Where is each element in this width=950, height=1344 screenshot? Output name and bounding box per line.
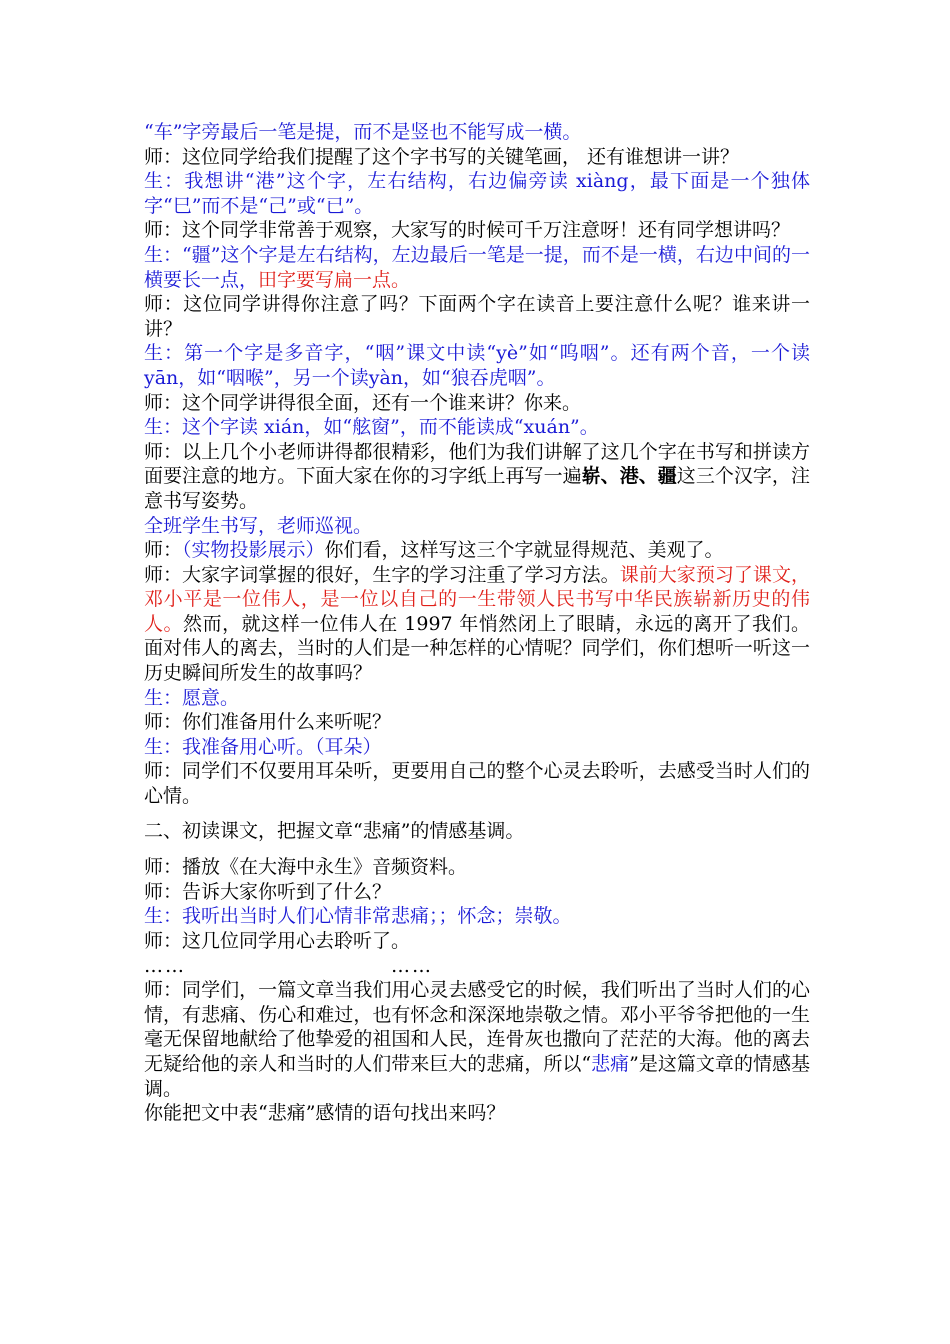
paragraph-teacher [144,440,810,514]
text-segment: 师：同学们，一篇文章当我们用心灵去感受它的时候，我们听出了当时人们的心情，有悲痛、伤心和难过，也有怀念和深深地崇敬之情。邓小平爷爷把他的一生毫无保留地献给了他挚爱的祖国和人民，连骨灰也撒向了茫茫的大海。他的离去无疑给他的亲人和当时的人们带来巨大的悲痛，所以“ [144,979,810,1075]
paragraph-teacher: 师：这个同学非常善于观察，大家写的时候可千万注意呀！还有同学想讲吗？ [144,219,791,242]
paragraph-student: 生：这个字读 xián，如“舷窗”，而不能读成“xuán”。 [144,416,599,439]
paragraph-teacher: 师：这位同学给我们提醒了这个字书写的关键笔画， 还有谁想讲一讲？ [144,145,740,168]
paragraph-teacher [144,538,810,563]
paragraph-teacher: 师：告诉大家你听到了什么？ [144,880,392,903]
paragraph-teacher: 师：同学们不仅要用耳朵听，更要用自己的整个心灵去聆听，去感受当时人们的心情。 [144,760,810,808]
text-segment: 这三个汉字，注意书写姿势。 [144,465,810,512]
text-segment: 然而，就这样一位伟人在 1997 年悄然闭上了眼睛，永远的离开了我们。面对伟人的离去，当时的人们是一种怎样的心情呢？同学们，你们想听一听这一历史瞬间所发生的故事吗？ [144,612,810,685]
text-segment: 师： [144,539,183,562]
section-heading: 二、初读课文，把握文章“悲痛”的情感基调。 [144,819,525,842]
paragraph-teacher: 师：你们准备用什么来听呢？ [144,711,392,734]
paragraph-question: 你能把文中表“悲痛”感情的语句找出来吗？ [144,1102,506,1125]
ellipsis-row [144,954,810,979]
document-body [144,120,810,1126]
paragraph-student [144,243,810,292]
ellipsis: …… [144,954,186,977]
paragraph-activity: 全班学生书写，老师巡视。 [144,514,373,537]
paragraph-teacher [144,563,810,686]
ellipsis: …… [391,954,433,977]
highlight-red-text: 田字要写扁一点。 [258,268,411,291]
paragraph-student-note: “车”字旁最后一笔是提，而不是竖也不能写成一横。 [144,121,582,143]
keyword-highlight: 悲痛 [591,1052,630,1075]
highlight-red-text: 课前大家预习了课文，邓小平是一位伟人，是一位以自己的一生带领人民书写中华民族崭新历史的伟人。 [144,563,810,635]
paragraph-teacher: 师：这位同学讲得你注意了吗？下面两个字在读音上要注意什么呢？谁来讲一讲？ [144,293,810,340]
paragraph-student: 生：第一个字是多音字，“咽”课文中读“yè”如“呜咽”。还有两个音，一个读yān，如“咽喉”，另一个读yàn，如“狼吞虎咽”。 [144,342,810,389]
paragraph-student: 生：我想讲“港”这个字，左右结构，右边偏旁读 xiàng，最下面是一个独体字“巳”而不是“己”或“已”。 [144,170,810,217]
paragraph-student: 生：我听出当时人们心情非常悲痛；；怀念；崇敬。 [144,905,572,928]
paragraph-teacher: 师：这个同学讲得很全面，还有一个谁来讲？你来。 [144,391,582,414]
stage-direction: （实物投影展示） [182,539,325,562]
text-segment: 师：以上几个小老师讲得都很精彩，他们为我们讲解了这几个字在书写和拼读方面要注意的地方。下面大家在你的习字纸上再写一遍 [144,440,810,488]
text-segment: 生：“疆”这个字是左右结构，左边最后一笔是一提，而不是一横，右边中间的一横要长一点， [144,243,810,291]
text-segment: 你们看，这样写这三个字就显得规范、美观了。 [324,539,724,562]
text-segment: ”是这篇文章的情感基调。 [144,1052,810,1100]
text-segment: 师：大家字词掌握的很好，生字的学习注重了学习方法。 [144,563,620,586]
paragraph-student: 生：愿意。 [144,686,240,709]
paragraph-teacher: 师：播放《在大海中永生》音频资料。 [144,856,468,879]
paragraph-student: 生：我准备用心听。（耳朵） [144,735,382,758]
paragraph-teacher: 师：这几位同学用心去聆听了。 [144,930,411,952]
bold-characters: 崭、港、疆 [581,465,677,488]
paragraph-teacher [144,978,810,1101]
